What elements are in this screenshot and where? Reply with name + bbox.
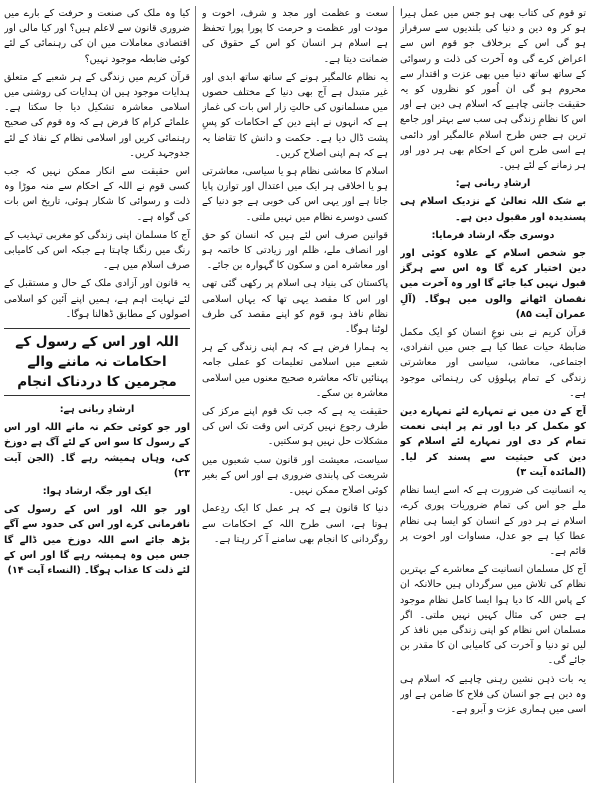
section-heading: اللہ اور اس کے رسول کے احکامات نہ ماننے والے مجرمین کا دردناک انجام xyxy=(4,328,190,396)
paragraph: سیاست، معیشت اور قانون سب شعبوں میں شریعت کی پابندی ضروری ہے اور اس کے بغیر کوئی اصلاح ممکن نہیں۔ xyxy=(202,454,388,497)
column-right xyxy=(400,6,586,783)
text-columns xyxy=(4,6,586,783)
paragraph: تو قوم کی کتاب بھی ہو جس میں عمل ہیرا ہو کر وہ دین و دنیا کی بلندیوں سے سرفراز ہو گی اس کے برخلاف جو قوم اس سے اعراض کرے گی وہ آخرت کی ذلت و رسوائی کے ساتھ ساتھ دنیا میں بھی عزت و اقتدار سے محروم ہو گی ان اُمور کو نظروں کو یہ حقیقت جاننی چاہیے کہ اسلام ہی دین ہے اور اس کا نظامِ زندگی ہی سب سے بہتر اور جامع ترین ہے جس طرح اسلام عالمگیر اور دائمی ہے اسی طرح اس کے احکام بھی ہر دور اور ہر زمانے کے لئے ہیں۔ xyxy=(400,8,586,172)
paragraph: قوانین صرف اس لئے ہیں کہ انسان کو حق اور انصاف ملے، ظلم اور زیادتی کا خاتمہ ہو اور معاشرہ امن و سکون کا گہوارہ بن جائے۔ xyxy=(202,229,388,272)
quran-verse: اور جو اللہ اور اس کے رسول کی نافرمانی کرے اور اس کی حدود سے آگے بڑھ جائے اسے اللہ دوزخ میں ڈالے گا جس میں وہ ہمیشہ رہے گا اور اس کے لئے ذلت کا عذاب ہوگا۔ (النساء آیت ۱۴) xyxy=(4,504,190,577)
paragraph: آج کل مسلمان انسانیت کے معاشرے کے بہترین نظام کی تلاش میں سرگرداں ہیں حالانکہ ان کے پاس اللہ کا دیا ہوا ایسا کامل نظام موجود ہے جس کی مثال کہیں نہیں ملتی۔ اگر مسلمان اس نظام کو اپنی زندگی میں نافذ کر لیں تو دنیا و آخرت کی کامیابی ان کا مقدر بن جائے گی۔ xyxy=(400,564,586,667)
section-subhead: ارشادِ ربانی ہے: xyxy=(59,404,135,416)
paragraph: قرآن کریم میں زندگی کے ہر شعبے کے متعلق ہدایات موجود ہیں ان ہدایات کی روشنی میں اسلامی معاشرہ تشکیل دیا جا سکتا ہے۔ علمائے کرام کا فرض ہے کہ وہ قوم کی صحیح رہنمائی کریں اور اسلامی نظام کے نفاذ کے لئے جدوجہد کریں۔ xyxy=(4,71,190,159)
paragraph: دوسری جگہ ارشاد فرمایا: xyxy=(431,229,555,241)
quran-verse: اور جو کوئی حکم نہ مانے اللہ اور اس کے رسول کا سو اس کے لئے آگ ہے دوزخ کی، وہاں ہمیشہ رہے گا۔ (الجن آیت ۲۳) xyxy=(4,422,190,479)
column-middle xyxy=(202,6,394,783)
paragraph: سعت و عظمت اور مجد و شرف، اخوت و مودت اور عظمت و حرمت کا پورا پورا تحفظ ہے اسلام ہر انسان کو اس کے حقوق کی ضمانت دیتا ہے۔ xyxy=(202,8,388,65)
paragraph: کیا وہ ملک کی صنعت و حرفت کے بارے میں ضروری قانون سے لاعلم ہیں؟ اور کیا مالی اور اقتصادی معاملات میں ان کی رہنمائی کے لئے کوئی ضابطہ موجود نہیں؟ xyxy=(4,8,190,65)
paragraph: قرآن کریم نے بنی نوعِ انسان کو ایک مکمل ضابطۂ حیات عطا کیا ہے جس میں انفرادی، اجتماعی، معاشی، سیاسی اور معاشرتی زندگی کے تمام پہلوؤں کی رہنمائی موجود ہے۔ xyxy=(400,327,586,399)
paragraph: یہ قانون اور آزادی ملک کے حال و مستقبل کے لئے نہایت اہم ہے، ہمیں اپنے آئین کو اسلامی اصولوں کے مطابق ڈھالنا ہوگا۔ xyxy=(4,278,190,320)
quran-verse: بے شک اللہ تعالیٰ کے نزدیک اسلام ہی پسندیدہ اور مقبول دین ہے۔ xyxy=(400,196,586,223)
quran-verse: آج کے دن میں نے تمہارے لئے تمہارے دین کو مکمل کر دیا اور تم پر اپنی نعمت تمام کر دی اور تمہارے لئے اسلام کو دین کی حیثیت سے پسند کر لیا۔ (المائدہ آیت ۳) xyxy=(400,406,586,478)
paragraph: یہ انسانیت کی ضرورت ہے کہ اسے ایسا نظام ملے جو اس کی تمام ضروریات پوری کرے، اسلام نے ہر دور کے انسان کو ایسا ہی نظام عطا کیا ہے جو عدل، مساوات اور اخوت پر قائم ہے۔ xyxy=(400,485,586,557)
column-left xyxy=(4,6,196,783)
paragraph: دنیا کا قانون ہے کہ ہر عمل کا ایک ردِعمل ہوتا ہے، اسی طرح اللہ کے احکامات سے روگردانی کا انجام بھی سامنے آ کر رہتا ہے۔ xyxy=(202,503,388,545)
paragraph: ارشادِ ربانی ہے: xyxy=(455,178,531,190)
paragraph: پاکستان کی بنیاد ہی اسلام پر رکھی گئی تھی اور اس کا مقصد یہی تھا کہ یہاں اسلامی نظام نافذ ہو، قوم کو اپنے مقصد کی طرف لوٹنا ہوگا۔ xyxy=(202,278,388,336)
paragraph: آج کا مسلمان اپنی زندگی کو مغربی تہذیب کے رنگ میں رنگنا چاہتا ہے جبکہ اس کی کامیابی صرف اسلام میں ہے۔ xyxy=(4,229,190,272)
paragraph: یہ ہمارا فرض ہے کہ ہم اپنی زندگی کے ہر شعبے میں اسلامی تعلیمات کو عملی جامہ پہنائیں تاکہ معاشرہ صحیح معنوں میں اسلامی معاشرہ بن سکے۔ xyxy=(202,342,388,399)
paragraph: یہ نظام عالمگیر ہونے کے ساتھ ساتھ ابدی اور غیر متبدل ہے آج بھی دنیا کے مختلف حصوں میں مسلمانوں کی حالتِ زار اس بات کی غماز ہے کہ انہوں نے اپنے دین کے احکامات کو پسِ پشت ڈال دیا ہے۔ حکمت و دانش کا تقاضا یہ ہے کہ ہم اپنی اصلاح کریں۔ xyxy=(202,71,388,159)
paragraph: ایک اور جگہ ارشاد ہوا: xyxy=(42,486,152,498)
paragraph: یہ بات ذہن نشین رہنی چاہیے کہ اسلام ہی وہ دین ہے جو انسان کی فلاح کا ضامن ہے اور اسی میں ہماری عزت و آبرو ہے۔ xyxy=(400,673,586,715)
quran-verse: جو شخص اسلام کے علاوہ کوئی اور دین اختیار کرے گا وہ اس سے ہرگز قبول نہیں کیا جائے گا اور وہ آخرت میں نقصان اٹھانے والوں میں ہوگا۔ (آلِ عمران آیت ۸۵) xyxy=(400,248,586,320)
paragraph: حقیقت یہ ہے کہ جب تک قوم اپنے مرکز کی طرف رجوع نہیں کرتی اس وقت تک اس کی مشکلات حل نہیں ہو سکتیں۔ xyxy=(202,406,388,448)
paragraph: اس حقیقت سے انکار ممکن نہیں کہ جب کسی قوم نے اللہ کے احکام سے منہ موڑا وہ ذلت و رسوائی کا شکار ہوئی، تاریخ اس بات کی گواہ ہے۔ xyxy=(4,166,190,223)
paragraph: اسلام کا معاشی نظام ہو یا سیاسی، معاشرتی ہو یا اخلاقی ہر ایک میں اعتدال اور توازن پایا جاتا ہے اور یہی اس کی خوبی ہے جو دنیا کے کسی دوسرے نظام میں نہیں ملتی۔ xyxy=(202,166,388,223)
